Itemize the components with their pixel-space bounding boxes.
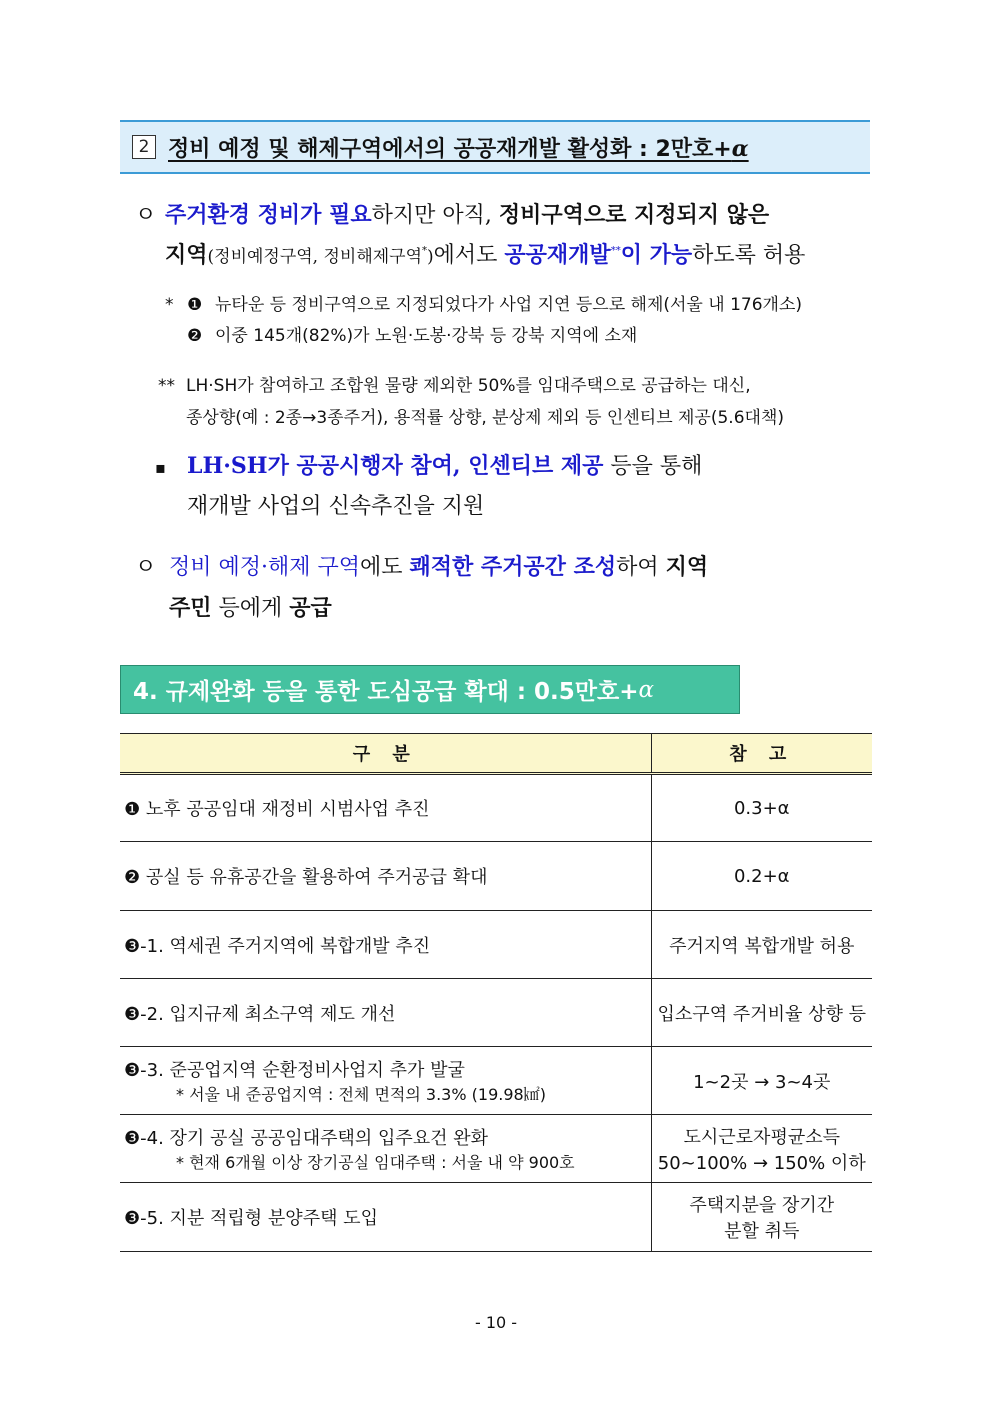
table-row xyxy=(120,911,872,979)
number-2-icon: ❷ xyxy=(124,867,141,888)
number-3-icon: ❸ xyxy=(124,1060,141,1081)
section-number: 2 xyxy=(132,135,156,159)
row-subnote: * 현재 6개월 이상 장기공실 임대주택 : 서울 내 약 900호 xyxy=(176,1153,575,1172)
bullet2-line1: ▪ LH·SH가 공공시행자 참여, 인센티브 제공 등을 통해 xyxy=(155,453,703,479)
row-label: ❶ 노후 공공임대 재정비 시범사업 추진 xyxy=(120,774,651,842)
row-reference: 입소구역 주거비율 상향 등 xyxy=(651,979,872,1047)
table-header xyxy=(120,734,872,774)
para2-line1: ㅇ 정비 예정·해제 구역에도 쾌적한 주거공간 조성하여 지역 xyxy=(135,554,709,580)
row-label: ❷ 공실 등 유휴공간을 활용하여 주거공급 확대 xyxy=(120,842,651,911)
number-3-icon: ❸ xyxy=(124,1003,141,1025)
number-1-icon: ❶ xyxy=(124,799,141,820)
header-reference: 참 고 xyxy=(651,734,872,774)
table-row xyxy=(120,774,872,842)
row-reference: 주택지분을 장기간 분할 취득 xyxy=(651,1183,872,1252)
section-2-heading xyxy=(120,120,870,174)
number-1-icon: ❶ xyxy=(187,295,203,315)
supply-table xyxy=(120,733,872,1252)
number-3-icon: ❸ xyxy=(124,1208,141,1229)
row-label: ❸-1. 역세권 주거지역에 복합개발 추진 xyxy=(120,911,651,979)
para1-line2: 지역(정비예정구역, 정비해제구역*)에서도 공공재개발**이 가능하도록 허용 xyxy=(165,242,806,268)
page-number: - 10 - xyxy=(474,1313,518,1332)
table-row xyxy=(120,1115,872,1183)
row-label: ❸-3. 준공업지역 순환정비사업지 추가 발굴 * 서울 내 준공업지역 : 전체 면적의 3.3% (19.98㎢) xyxy=(120,1047,651,1115)
para2-line2: 주민 등에게 공급 xyxy=(169,595,332,621)
row-label: ❸-2. 입지규제 최소구역 제도 개선 xyxy=(120,979,651,1047)
note2-line2: 종상향(예 : 2종→3종주거), 용적률 상향, 분상제 제외 등 인센티브 제공(5.6대책) xyxy=(186,408,785,428)
row-reference: 1~2곳 → 3~4곳 xyxy=(651,1047,872,1115)
table-row xyxy=(120,842,872,911)
row-label: ❸-4. 장기 공실 공공임대주택의 입주요건 완화 * 현재 6개월 이상 장기공실 임대주택 : 서울 내 약 900호 xyxy=(120,1115,651,1183)
number-2-icon: ❷ xyxy=(187,326,203,346)
section-4-heading: 4. 규제완화 등을 통한 도심공급 확대 : 0.5만호+ α xyxy=(120,665,740,714)
row-label: ❸-5. 지분 적립형 분양주택 도입 xyxy=(120,1183,651,1252)
row-reference: 0.3+α xyxy=(651,774,872,842)
bullet2-line2: 재개발 사업의 신속추진을 지원 xyxy=(187,494,485,519)
note1-line2: ❷ 이중 145개(82%)가 노원·도봉·강북 등 강북 지역에 소재 xyxy=(187,326,638,346)
table-row xyxy=(120,979,872,1047)
section-title: 정비 예정 및 해제구역에서의 공공재개발 활성화 : 2만호+α xyxy=(168,135,749,162)
number-3-icon: ❸ xyxy=(124,1128,141,1149)
table-row xyxy=(120,1047,872,1115)
note1-line1: * ❶ 뉴타운 등 정비구역으로 지정되었다가 사업 지연 등으로 해제(서울 내 176개소) xyxy=(165,295,803,315)
para1-line1: ㅇ 주거환경 정비가 필요하지만 아직, 정비구역으로 지정되지 않은 xyxy=(135,202,770,228)
table-row xyxy=(120,1183,872,1252)
row-reference: 도시근로자평균소득 50~100% → 150% 이하 xyxy=(651,1115,872,1183)
row-reference: 0.2+α xyxy=(651,842,872,911)
header-category: 구 분 xyxy=(120,734,651,774)
number-3-icon: ❸ xyxy=(124,935,141,957)
row-reference: 주거지역 복합개발 허용 xyxy=(651,911,872,979)
row-subnote: * 서울 내 준공업지역 : 전체 면적의 3.3% (19.98㎢) xyxy=(176,1085,546,1104)
note2-line1: ** LH·SH가 참여하고 조합원 물량 제외한 50%를 임대주택으로 공급하는 대신, xyxy=(158,376,751,396)
